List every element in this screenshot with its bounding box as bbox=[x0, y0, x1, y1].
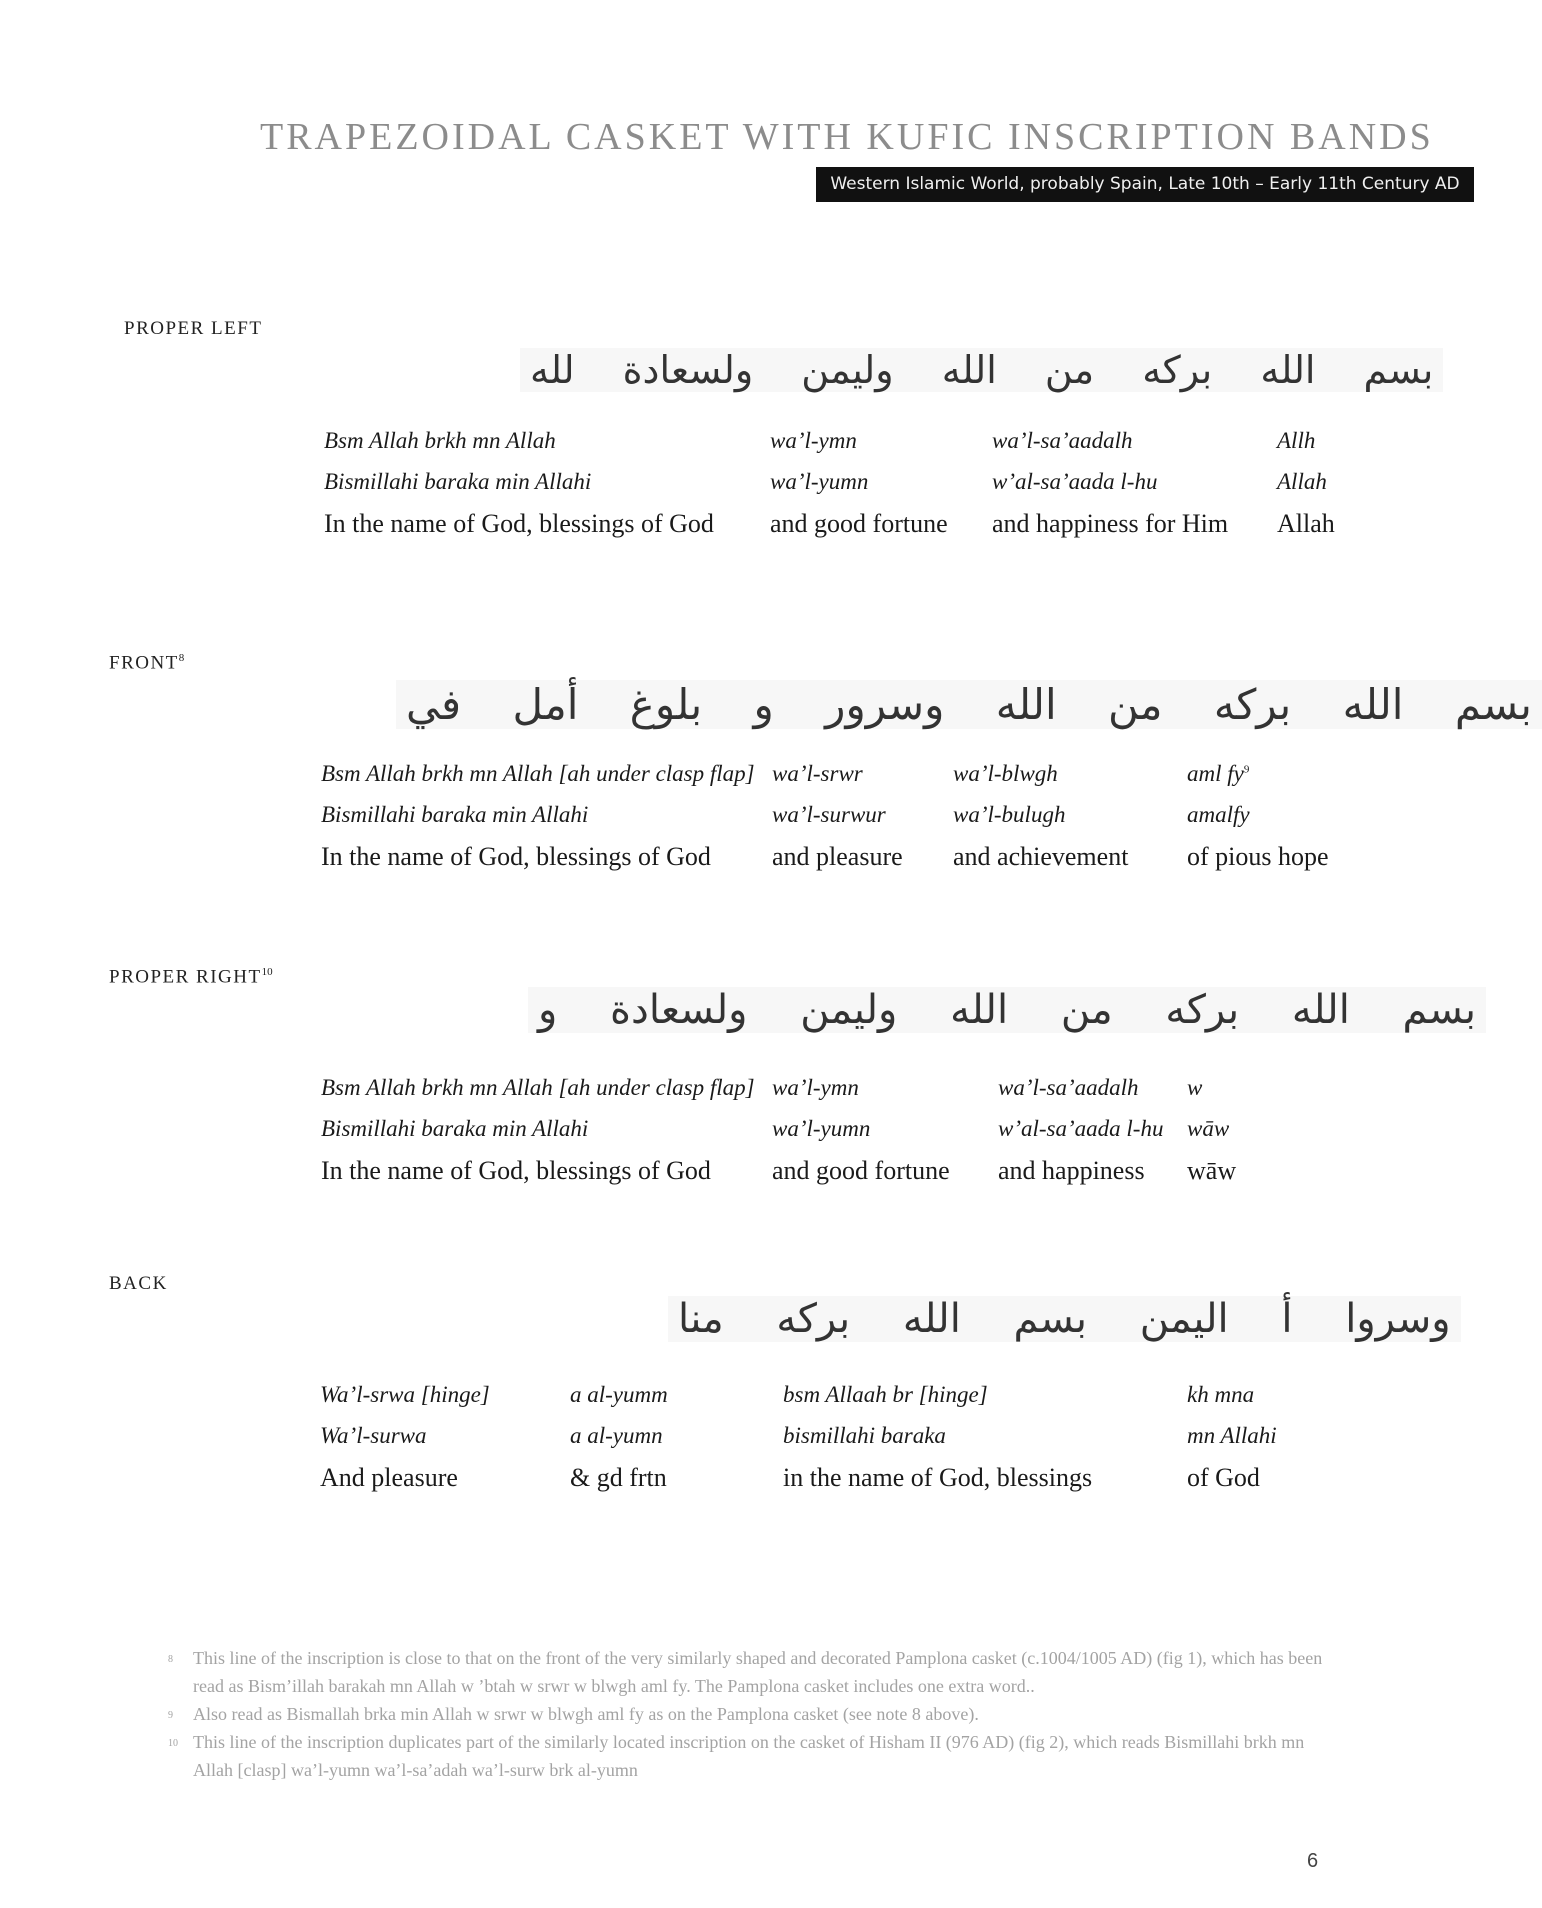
vocalization: w’al-sa’aada l-hu bbox=[998, 1116, 1164, 1141]
transliteration: wa’l-ymn bbox=[770, 428, 857, 453]
vocalization: Bismillahi baraka min Allahi bbox=[321, 802, 589, 827]
transliteration: Bsm Allah brkh mn Allah bbox=[324, 428, 556, 453]
footnotes bbox=[168, 1644, 1338, 1784]
transliteration: wa’l-sa’aadalh bbox=[992, 428, 1133, 453]
translation: and good fortune bbox=[772, 1156, 950, 1185]
vocalization: wa’l-yumn bbox=[772, 1116, 871, 1141]
transliteration: a al-yumm bbox=[570, 1382, 668, 1407]
translation: Allah bbox=[1277, 509, 1335, 538]
footnote: 10 This line of the inscription duplicates part of the similarly located inscription on the casket of Hisham II (976 AD) (fig 2), which reads Bismillahi brkh mn Allah [clasp] wa’l-yumn wa’l-sa’adah wa’l-surw brk al-yumn bbox=[168, 1732, 1305, 1780]
section-label-proper-left: PROPER LEFT bbox=[124, 318, 263, 339]
vocalization: Wa’l-surwa bbox=[320, 1423, 427, 1448]
translation: and happiness bbox=[998, 1156, 1145, 1185]
transliteration: w bbox=[1187, 1075, 1203, 1100]
section-label-back: BACK bbox=[109, 1273, 168, 1294]
transliteration: wa’l-blwgh bbox=[953, 761, 1058, 786]
translation: In the name of God, blessings of God bbox=[321, 1156, 711, 1185]
section-label-proper-right: PROPER RIGHT$^{10}$ bbox=[109, 966, 273, 988]
footnote: 8 This line of the inscription is close to that on the front of the very similarly shaped and decorated Pamplona casket (c.1004/1005 AD) (fig 1), which has been read as Bism’illah barakah mn Allah w ’btah w srwr w blwgh aml fy. The Pamplona casket includes one extra word.. bbox=[168, 1648, 1323, 1696]
translation: & gd frtn bbox=[570, 1463, 667, 1492]
translation: in the name of God, blessings bbox=[783, 1463, 1093, 1492]
vocalization: Bismillahi baraka min Allahi bbox=[324, 469, 592, 494]
vocalization: amalfy bbox=[1187, 802, 1250, 827]
arabic-inscription-back: وسروا أ اليمن بسم الله بركه منا bbox=[668, 1296, 1461, 1342]
page-number: 6 bbox=[1307, 1850, 1319, 1872]
vocalization: a al-yumn bbox=[570, 1423, 663, 1448]
transliteration: Allh bbox=[1277, 428, 1316, 453]
transliteration: wa’l-srwr bbox=[772, 761, 863, 786]
vocalization: wa’l-bulugh bbox=[953, 802, 1066, 827]
transliteration: kh mna bbox=[1187, 1382, 1255, 1407]
vocalization: bismillahi baraka bbox=[783, 1423, 946, 1448]
translation: and achievement bbox=[953, 842, 1129, 871]
subtitle-bar: Western Islamic World, probably Spain, Late 10th – Early 11th Century AD bbox=[816, 167, 1474, 202]
transliteration: wa’l-sa’aadalh bbox=[998, 1075, 1139, 1100]
section-label-front: FRONT$^8$ bbox=[109, 652, 185, 674]
transliteration: Bsm Allah brkh mn Allah [ah under clasp flap] bbox=[321, 1075, 755, 1100]
transliteration: Bsm Allah brkh mn Allah [ah under clasp flap] bbox=[321, 761, 755, 786]
footnote: 9 Also read as Bismallah brka min Allah w srwr w blwgh aml fy as on the Pamplona casket (see note 8 above). bbox=[168, 1704, 979, 1724]
translation: And pleasure bbox=[320, 1463, 458, 1492]
transliteration: wa’l-ymn bbox=[772, 1075, 859, 1100]
vocalization: Bismillahi baraka min Allahi bbox=[321, 1116, 589, 1141]
translation: In the name of God, blessings of God bbox=[321, 842, 711, 871]
vocalization: mn Allahi bbox=[1187, 1423, 1277, 1448]
translation: and pleasure bbox=[772, 842, 903, 871]
vocalization: w’al-sa’aada l-hu bbox=[992, 469, 1158, 494]
translation: of pious hope bbox=[1187, 842, 1329, 871]
arabic-inscription-proper-left: بسم الله بركه من الله وليمن ولسعادة لله bbox=[520, 348, 1443, 392]
translation: In the name of God, blessings of God bbox=[324, 509, 714, 538]
transliteration: aml $fy^9$ bbox=[1187, 761, 1250, 786]
translation: wāw bbox=[1187, 1156, 1237, 1185]
translation: of God bbox=[1187, 1463, 1260, 1492]
vocalization: wāw bbox=[1187, 1116, 1230, 1141]
vocalization: Allah bbox=[1277, 469, 1327, 494]
translation: and happiness for Him bbox=[992, 509, 1229, 538]
vocalization: wa’l-surwur bbox=[772, 802, 886, 827]
vocalization: wa’l-yumn bbox=[770, 469, 869, 494]
transliteration: bsm Allaah br [hinge] bbox=[783, 1382, 988, 1407]
translation: and good fortune bbox=[770, 509, 948, 538]
arabic-inscription-front: بسم الله بركه من الله وسرور و بلوغ أمل في bbox=[396, 680, 1542, 729]
page-title: TRAPEZOIDAL CASKET WITH KUFIC INSCRIPTION BANDS bbox=[260, 116, 1434, 158]
arabic-inscription-proper-right: بسم الله بركه من الله وليمن ولسعادة و bbox=[528, 987, 1486, 1033]
transliteration: Wa’l-srwa [hinge] bbox=[320, 1382, 490, 1407]
